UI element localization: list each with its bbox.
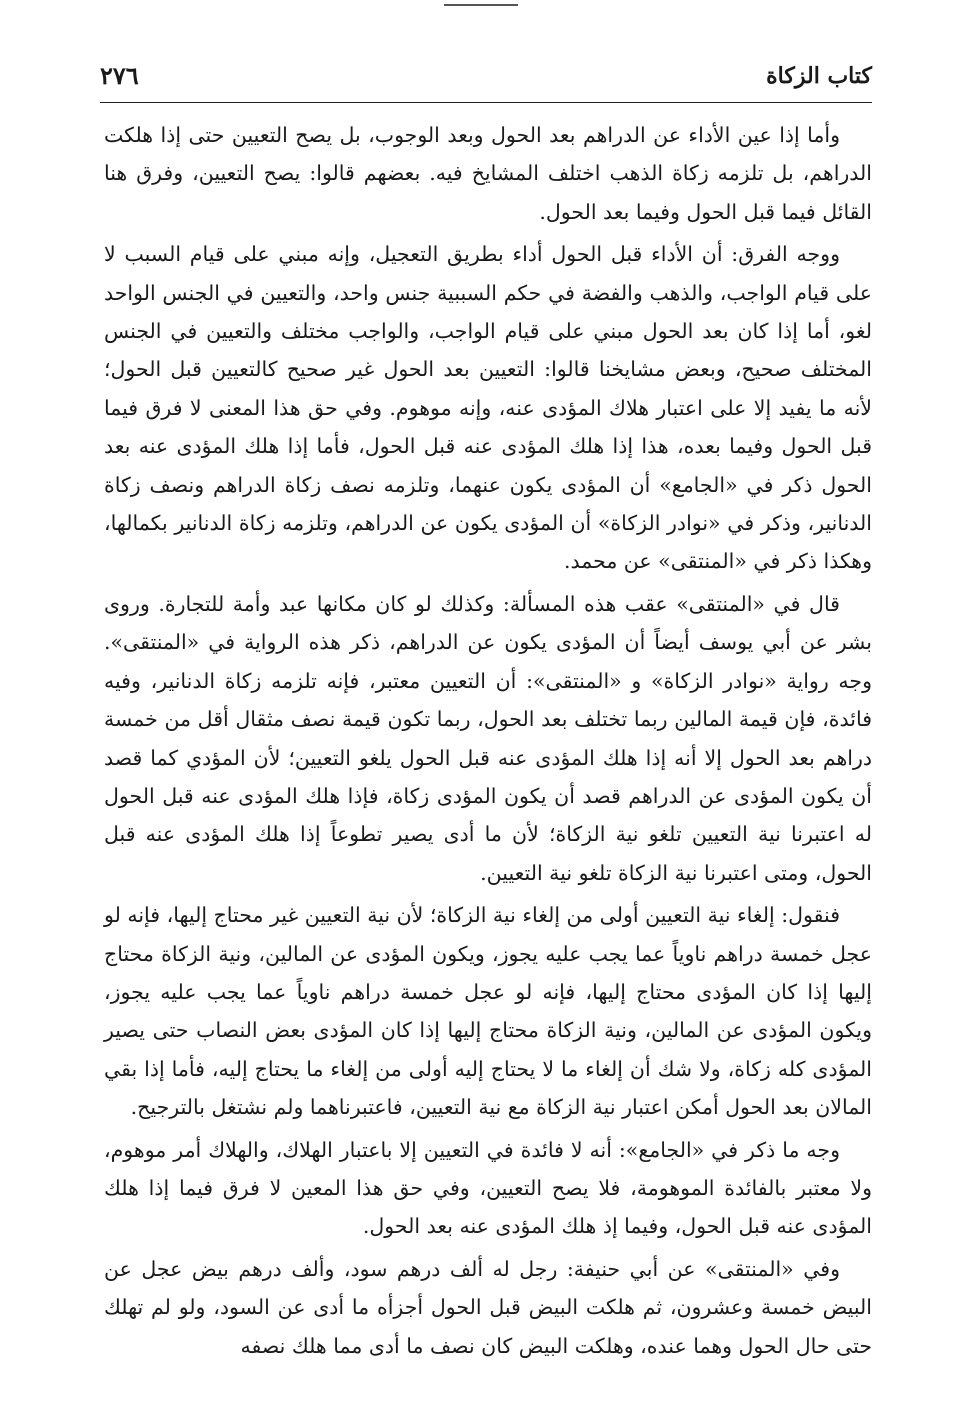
paragraph-4: فنقول: إلغاء نية التعيين أولى من إلغاء نية الزكاة؛ لأن نية التعيين غير محتاج إليها، فإنه لو عجل خمسة دراهم ناوياً عما يجب عليه يجوز، ويكون المؤدى عن المالين، ونية الزكاة محتاج إليها إذا كان المؤدى محتاج إليها، فإنه لو عجل خمسة دراهم ناوياً عما يجب عليه يجوز، ويكون المؤدى عن المالين، ونية الزكاة محتاج إليها إذا كان المؤدى بعض النصاب حتى يصير المؤدى كله زكاة، ولا شك أن إلغاء ما لا يحتاج إليه أولى من إلغاء ما يحتاج إليه، فأما إذا بقي المالان بعد الحول أمكن اعتبار نية الزكاة مع نية التعيين، فاعتبرناهما ولم نشتغل بالترجيح. [104,903,872,1120]
page-number: ٢٧٦ [100,61,139,90]
paragraph-2: ووجه الفرق: أن الأداء قبل الحول أداء بطريق التعجيل، وإنه مبني على قيام السبب لا على قيام الواجب، والذهب والفضة في حكم السببية جنس واحد، والتعيين في الجنس الواحد لغو، أما إذا كان بعد الحول مبني على قيام الواجب، والواجب مختلف والتعيين في الجنس المختلف صحيح، وبعض مشايخنا قالوا: التعيين بعد الحول غير صحيح كالتعيين قبل الحول؛ لأنه ما يفيد إلا على اعتبار هلاك المؤدى عنه، وإنه موهوم. وفي حق هذا المعنى لا فرق فيما قبل الحول وفيما بعده، هذا إذا هلك المؤدى عنه قبل الحول، فأما إذا هلك المؤدى عنه بعد الحول ذكر في «الجامع» أن المؤدى يكون عنهما، وتلزمه نصف زكاة الدراهم ونصف زكاة الدنانير، وذكر في «نوادر الزكاة» أن المؤدى يكون عن الدراهم، وتلزمه زكاة الدنانير بكمالها، وهكذا ذكر في «المنتقى» عن محمد. [104,242,872,574]
top-edge-mark [444,4,518,6]
paragraph-6: وفي «المنتقى» عن أبي حنيفة: رجل له ألف درهم سود، وألف درهم بيض عجل عن البيض خمسة وعشرون، ثم هلكت البيض قبل الحول أجزأه ما أدى عن السود، ولو لم تهلك حتى حال الحول وهما عنده، وهلكت البيض كان نصف ما أدى مما هلك نصفه [104,1256,872,1358]
paragraph-1: وأما إذا عين الأداء عن الدراهم بعد الحول وبعد الوجوب، بل يصح التعيين حتى إذا هلكت الدراهم، بل تلزمه زكاة الذهب اختلف المشايخ فيه. بعضهم قالوا: يصح التعيين، وفرق هنا القائل فيما قبل الحول وفيما بعد الحول. [104,123,872,224]
running-title: كتاب الزكاة [766,63,872,89]
paragraph-5: وجه ما ذكر في «الجامع»: أنه لا فائدة في التعيين إلا باعتبار الهلاك، والهلاك أمر موهوم، ولا معتبر بالفائدة الموهومة، فلا يصح التعيين، وفي حق هذا المعين لا فرق فيما إذا هلك المؤدى عنه قبل الحول، وفيما إذ هلك المؤدى عنه بعد الحول. [104,1137,872,1239]
header-divider [100,102,872,103]
main-text [104,116,872,1369]
paragraph-3: قال في «المنتقى» عقب هذه المسألة: وكذلك لو كان مكانها عبد وأمة للتجارة. وروى بشر عن أبي يوسف أيضاً أن المؤدى يكون عن الدراهم، ذكر هذه الرواية في «المنتقى». وجه رواية «نوادر الزكاة» و «المنتقى»: أن التعيين معتبر، فإنه تلزمه زكاة الدنانير، وفيه فائدة، فإن قيمة المالين ربما تختلف بعد الحول، ربما تكون قيمة نصف مثقال أقل من خمسة دراهم بعد الحول إلا أنه إذا هلك المؤدى عنه قبل الحول يلغو التعيين؛ لأن المؤدي كما قصد أن يكون المؤدى عن الدراهم قصد أن يكون المؤدى زكاة، فإذا هلك المؤدى عنه قبل الحول له اعتبرنا نية التعيين تلغو نية الزكاة؛ لأن ما أدى يصير تطوعاً إذا هلك المؤدى عنه قبل الحول، ومتى اعتبرنا نية الزكاة تلغو نية التعيين. [104,591,872,885]
page-header [100,58,872,98]
